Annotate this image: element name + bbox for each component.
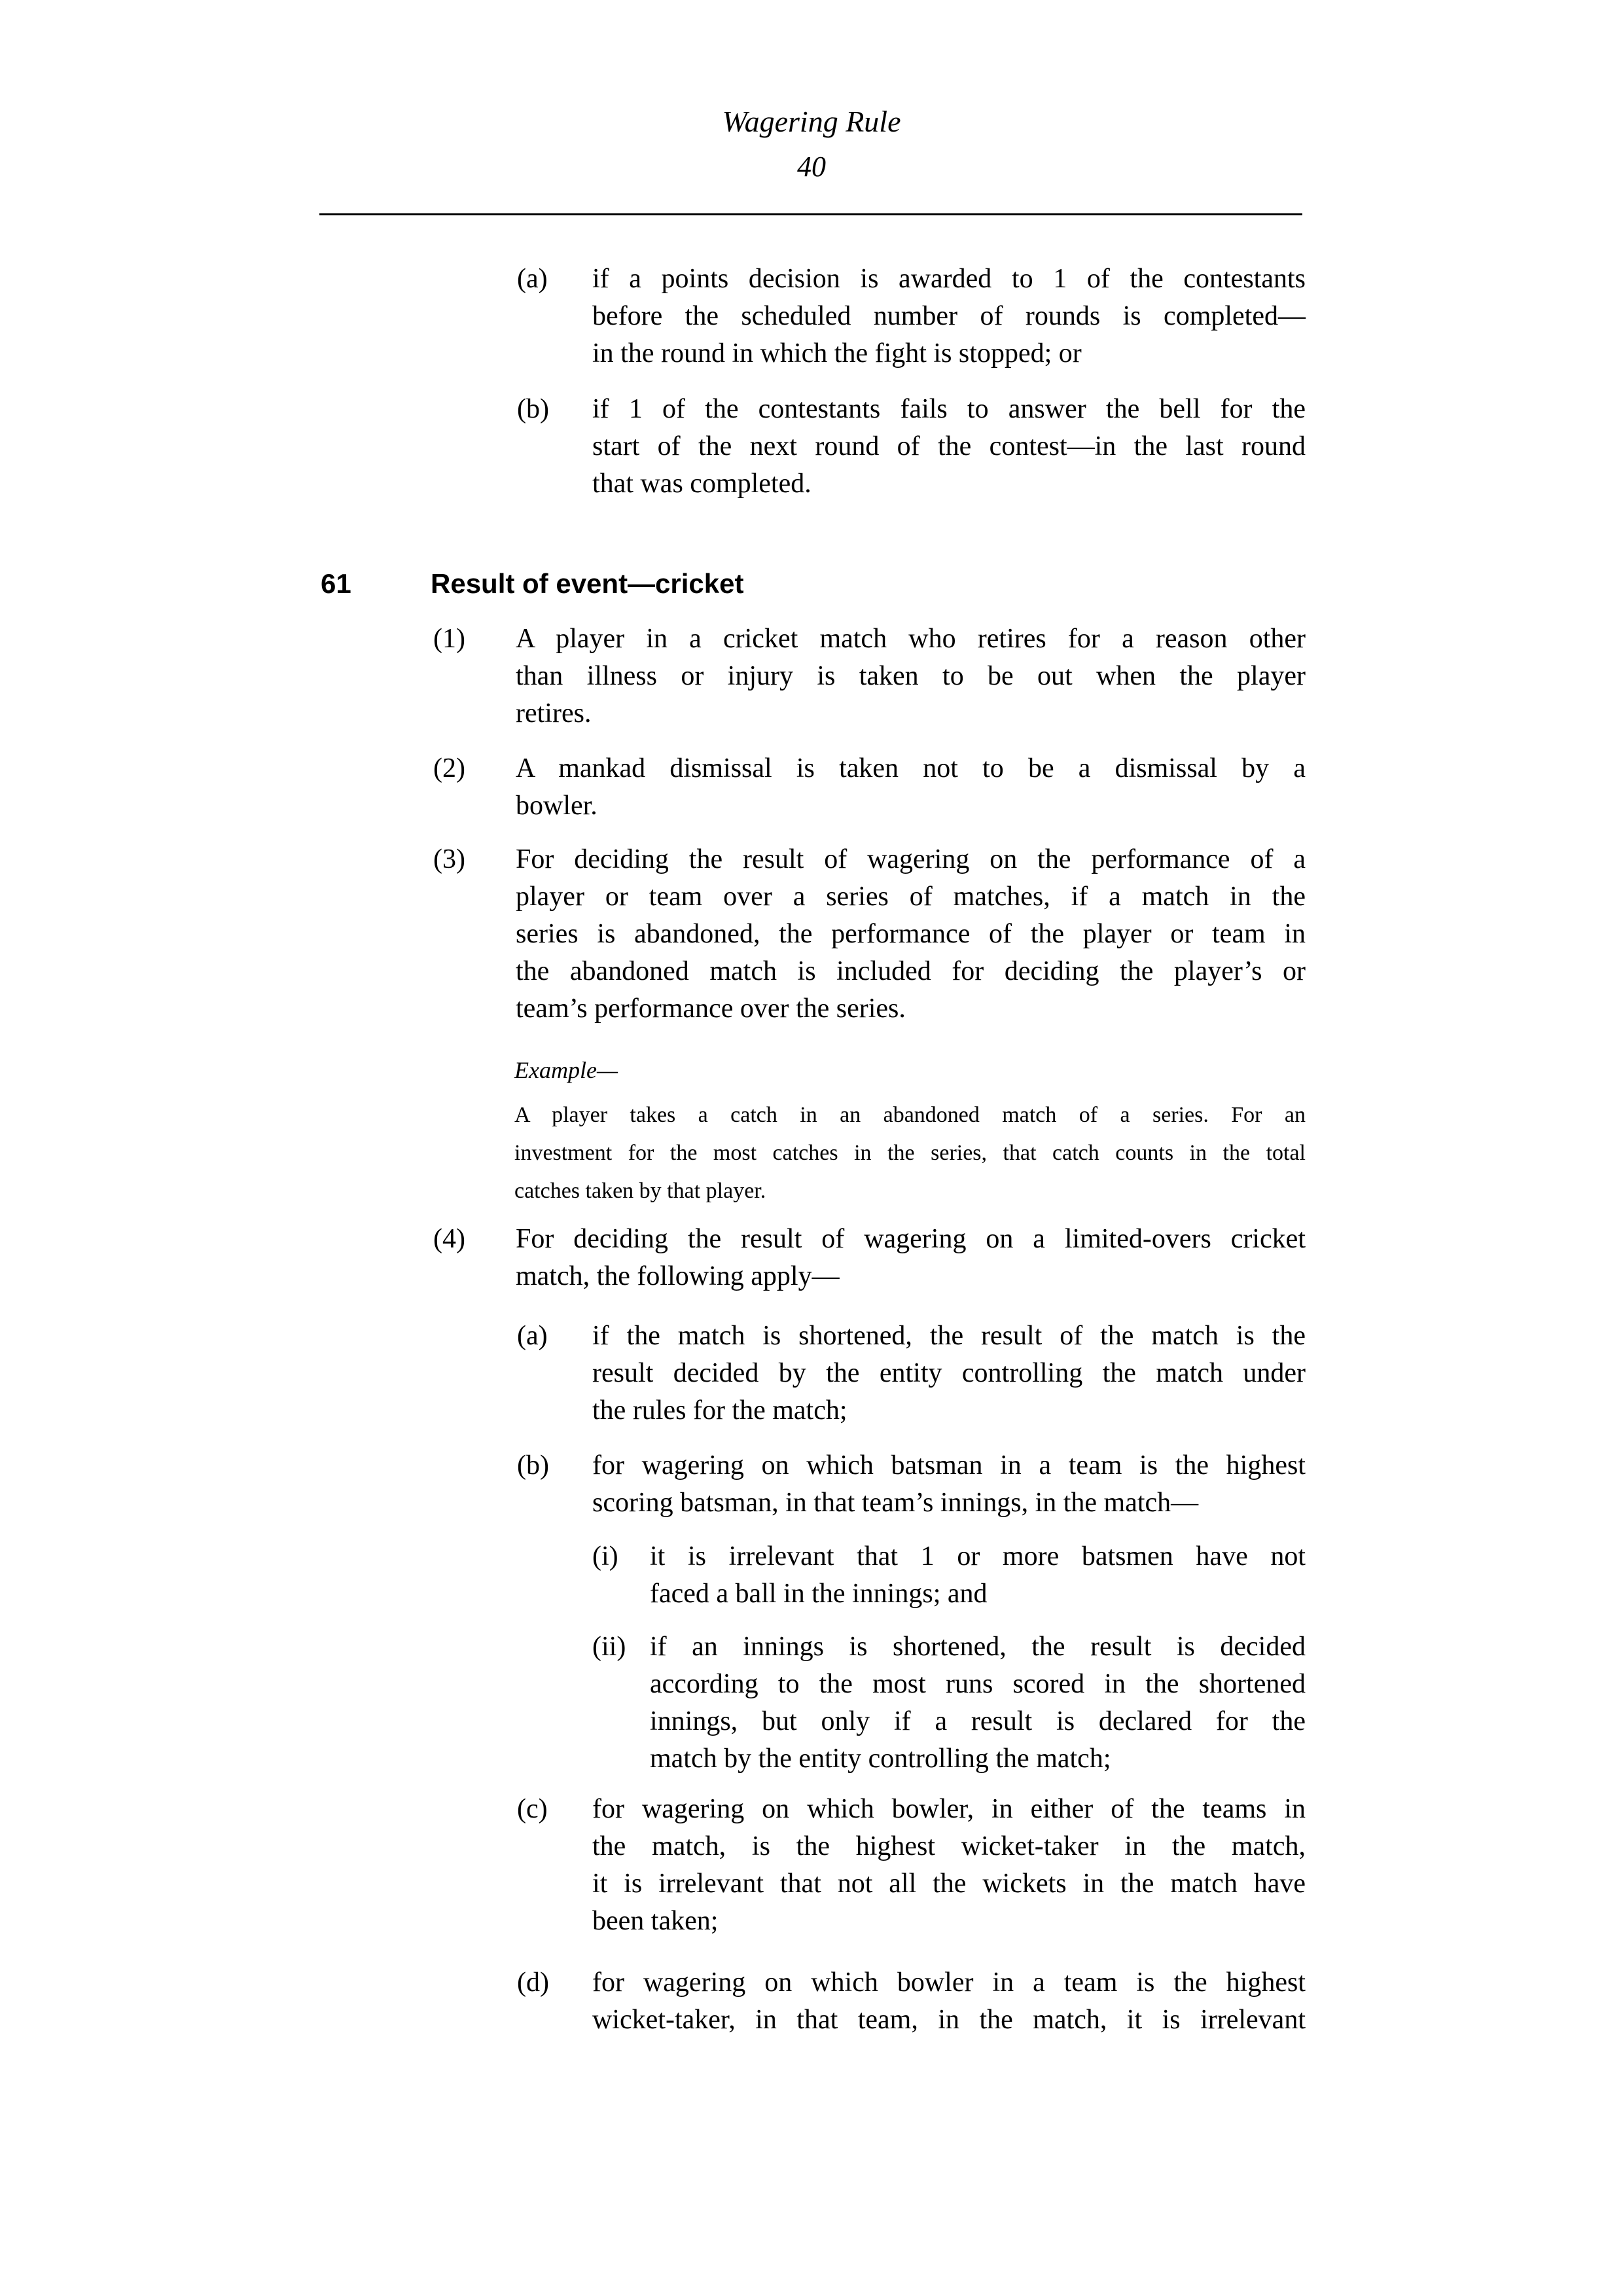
text-line: for wagering on which bowler, in either of the teams in <box>592 1794 1306 1824</box>
paragraph-b <box>517 1447 1306 1522</box>
paragraph-marker: (c) <box>517 1794 548 1824</box>
text-line: match, the following apply— <box>516 1261 840 1291</box>
subsection-2 <box>433 750 1306 825</box>
text-line: the match, is the highest wicket-taker in the match, <box>592 1831 1306 1861</box>
subsection-3 <box>433 841 1306 1028</box>
text-line: A player in a cricket match who retires for a reason other <box>516 624 1306 654</box>
text-line: for wagering on which batsman in a team is the highest <box>592 1450 1306 1480</box>
subsection-marker: (4) <box>433 1224 465 1254</box>
text-line: series is abandoned, the performance of the player or team in <box>516 919 1306 949</box>
item-marker: (b) <box>517 394 549 424</box>
text-line: A player takes a catch in an abandoned match of a series. For an <box>514 1103 1306 1127</box>
text-line: the abandoned match is included for deciding the player’s or <box>516 956 1306 986</box>
paragraph-d <box>517 1964 1306 2039</box>
text-line: catches taken by that player. <box>514 1179 766 1203</box>
item-marker: (a) <box>517 264 548 294</box>
boxing-item-b <box>517 391 1306 503</box>
paragraph-marker: (a) <box>517 1321 548 1351</box>
page-number: 40 <box>797 151 826 183</box>
text-line: innings, but only if a result is declared for the <box>650 1706 1306 1736</box>
subsection-4 <box>433 1221 1306 1295</box>
text-line: For deciding the result of wagering on a limited-overs cricket <box>516 1224 1306 1254</box>
text-line: match by the entity controlling the match; <box>650 1744 1111 1774</box>
subparagraph-ii <box>592 1628 1306 1778</box>
boxing-item-a <box>517 260 1306 372</box>
paragraph-marker: (b) <box>517 1450 549 1480</box>
text-line: than illness or injury is taken to be out when the player <box>516 661 1306 691</box>
text-line: if 1 of the contestants fails to answer the bell for the <box>592 394 1306 424</box>
subsection-1 <box>433 620 1306 732</box>
section-title: Result of event—cricket <box>431 568 744 599</box>
text-line: faced a ball in the innings; and <box>650 1579 988 1609</box>
text-line: it is irrelevant that 1 or more batsmen have not <box>650 1541 1306 1571</box>
text-line: player or team over a series of matches, if a match in the <box>516 882 1306 912</box>
text-line: for wagering on which bowler in a team is the highest <box>592 1967 1306 1998</box>
text-line: result decided by the entity controlling the match under <box>592 1358 1306 1388</box>
subparagraph-marker: (ii) <box>592 1632 626 1662</box>
text-line: that was completed. <box>592 469 812 499</box>
example-text <box>514 1096 1306 1210</box>
subsection-marker: (1) <box>433 624 465 654</box>
text-line: according to the most runs scored in the shortened <box>650 1669 1306 1699</box>
text-line: A mankad dismissal is taken not to be a dismissal by a <box>516 753 1306 783</box>
text-line: scoring batsman, in that team’s innings, in the match— <box>592 1488 1199 1518</box>
subsection-marker: (3) <box>433 844 465 874</box>
subparagraph-i <box>592 1538 1306 1613</box>
text-line: in the round in which the fight is stopped; or <box>592 338 1082 368</box>
text-line: it is irrelevant that not all the wickets in the match have <box>592 1869 1306 1899</box>
text-line: if a points decision is awarded to 1 of the contestants <box>592 264 1306 294</box>
text-line: wicket-taker, in that team, in the match, it is irrelevant <box>592 2005 1306 2035</box>
text-line: start of the next round of the contest—in the last round <box>592 431 1306 461</box>
text-line: the rules for the match; <box>592 1395 847 1426</box>
section-heading <box>321 567 1306 601</box>
text-line: For deciding the result of wagering on the performance of a <box>516 844 1306 874</box>
text-line: before the scheduled number of rounds is completed— <box>592 301 1306 331</box>
text-line: bowler. <box>516 791 597 821</box>
text-line: if the match is shortened, the result of the match is the <box>592 1321 1306 1351</box>
section-number: 61 <box>321 568 351 599</box>
paragraph-c <box>517 1791 1306 1940</box>
text-line: team’s performance over the series. <box>516 994 906 1024</box>
paragraph-a <box>517 1318 1306 1429</box>
subparagraph-marker: (i) <box>592 1541 618 1571</box>
text-line: if an innings is shortened, the result is decided <box>650 1632 1306 1662</box>
doc-title: Wagering Rule <box>722 105 901 138</box>
text-line: investment for the most catches in the series, that catch counts in the total <box>514 1141 1306 1165</box>
paragraph-marker: (d) <box>517 1967 549 1998</box>
header-rule <box>319 213 1302 215</box>
text-line: retires. <box>516 698 592 728</box>
subsection-marker: (2) <box>433 753 465 783</box>
example-label: Example— <box>514 1057 618 1083</box>
text-line: been taken; <box>592 1906 719 1936</box>
